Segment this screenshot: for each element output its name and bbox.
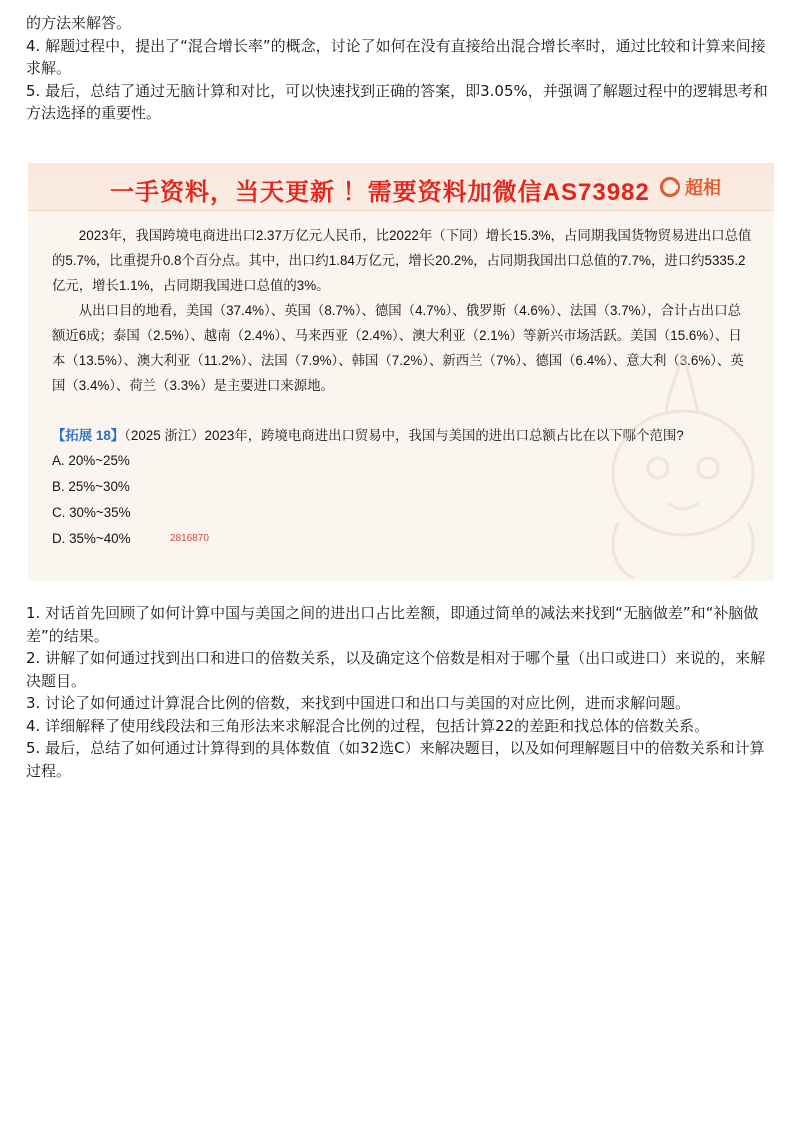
passage-paragraph: 2023年，我国跨境电商进出口2.37万亿元人民币，比2022年（下同）增长15.3%，占同期我国货物贸易进出口总值的5.7%，比重提升0.8个百分点。其中，出口约1.84万亿元，增长20.2%，占同期我国出口总值的7.7%，进口约5335.2亿元，增长1.1%，占同期我国进口总值的3%。 bbox=[52, 228, 752, 293]
brand-name: 超相 bbox=[685, 178, 721, 198]
brand bbox=[660, 175, 721, 199]
option-d: D. 35%~40% bbox=[52, 531, 131, 546]
passage-paragraph: 从出口目的地看，美国（37.4%）、英国（8.7%）、德国（4.7%）、俄罗斯（4.6%）、法国（3.7%），合计占出口总额近6成；泰国（2.5%）、越南（2.4%）、马来西亚（2.4%）、澳大利亚（2.1%）等新兴市场活跃。美国（15.6%）、日本（13.5%）、澳大利亚（11.2%）、法国（7.9%）、韩国（7.2%）、新西兰（7%）、德国（6.4%）、意大利（3.6%）、英国（3.4%）、荷兰（3.3%）是主要进口来源地。 bbox=[52, 303, 744, 393]
option-c: C. 30%~35% bbox=[52, 505, 131, 520]
summary-line: 2. 讲解了如何通过找到出口和进口的倍数关系，以及确定这个倍数是相对于哪个量（出口或进口）来说的，来解决题目。 bbox=[26, 649, 766, 690]
question-screenshot-card bbox=[28, 163, 774, 581]
summary-line: 4. 解题过程中，提出了“混合增长率”的概念，讨论了如何在没有直接给出混合增长率时，通过比较和计算来间接求解。 bbox=[26, 36, 766, 77]
code-number: 2816870 bbox=[170, 533, 209, 544]
summary-line: 3. 讨论了如何通过计算混合比例的倍数，来找到中国进口和出口与美国的对应比例，进而求解问题。 bbox=[26, 694, 691, 712]
summary-line: 5. 最后，总结了通过无脑计算和对比，可以快速找到正确的答案，即3.05%，并强调了解题过程中的逻辑思考和方法选择的重要性。 bbox=[26, 81, 768, 122]
summary-line: 4. 详细解释了使用线段法和三角形法来求解混合比例的过程，包括计算22的差距和找总体的倍数关系。 bbox=[26, 716, 710, 735]
top-summary-notes bbox=[26, 12, 778, 125]
question-text: （2025 浙江）2023年，跨境电商进出口贸易中，我国与美国的进出口总额占比在以下哪个范围? bbox=[124, 428, 684, 443]
banner-text: 一手资料，当天更新 ！需要资料加微信AS73982 bbox=[110, 179, 650, 206]
option-a: A. 20%~25% bbox=[52, 453, 130, 468]
ad-banner bbox=[28, 163, 774, 211]
bottom-summary-notes bbox=[26, 602, 778, 782]
summary-line: 1. 对话首先回顾了如何计算中国与美国之间的进出口占比差额，即通过简单的减法来找到“无脑做差”和“补脑做差”的结果。 bbox=[26, 604, 759, 645]
question-tag: 【拓展 18】 bbox=[52, 428, 125, 443]
option-b: B. 25%~30% bbox=[52, 479, 130, 494]
answer-options bbox=[52, 448, 131, 552]
mascot-watermark-icon bbox=[588, 343, 768, 581]
summary-line: 5. 最后，总结了如何通过计算得到的具体数值（如32选C）来解决题目，以及如何理解题目中的倍数关系和计算过程。 bbox=[26, 739, 765, 780]
brand-logo-icon bbox=[660, 177, 680, 197]
summary-line: 的方法来解答。 bbox=[26, 14, 132, 32]
